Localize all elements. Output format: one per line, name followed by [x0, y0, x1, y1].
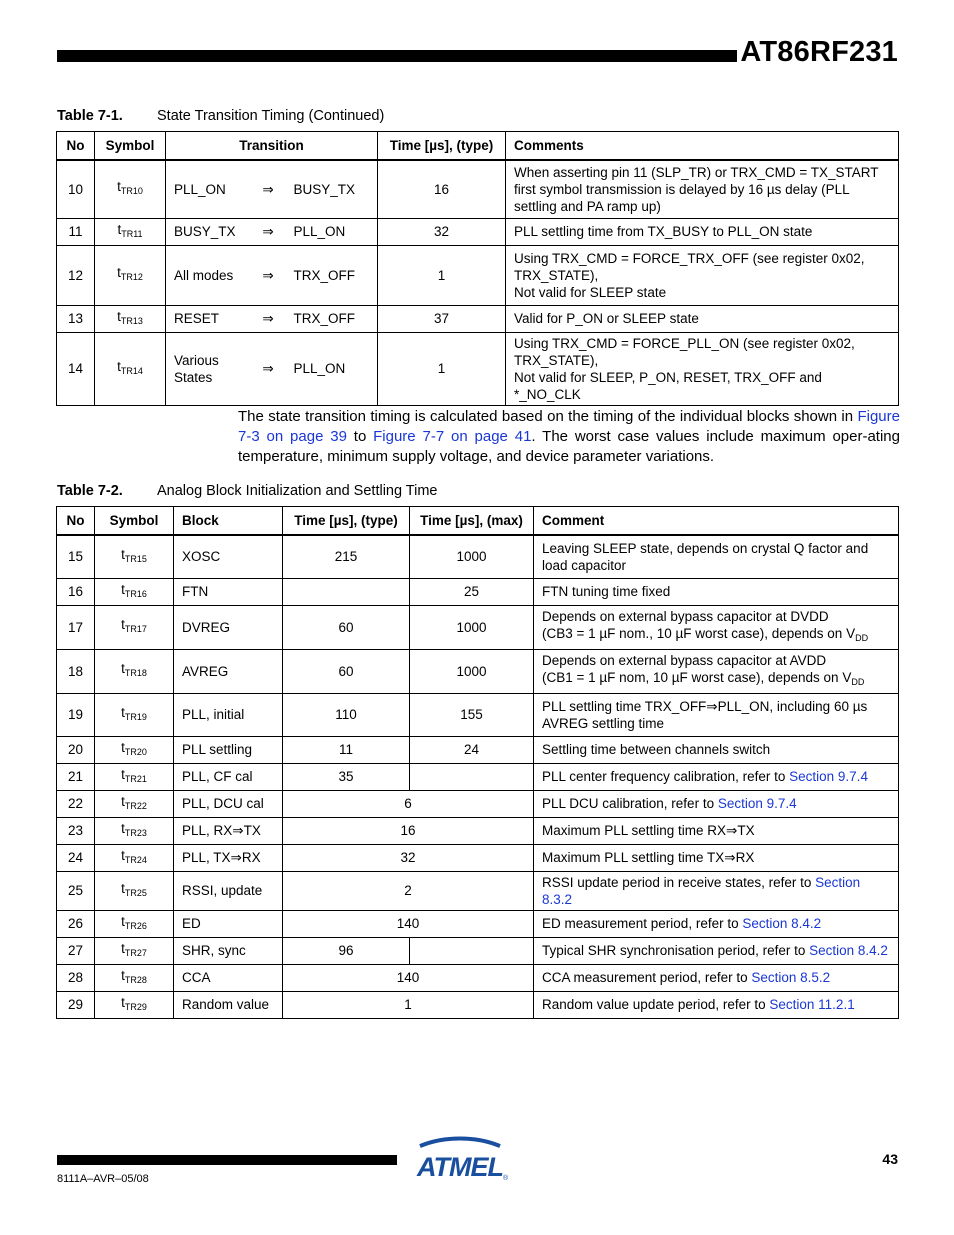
row-no: 27 [57, 937, 95, 964]
row-time: 140 [283, 910, 534, 937]
col-header-time-type: Time [µs], (type) [283, 507, 410, 536]
row-comment: ED measurement period, refer to Section 8.4.2 [534, 910, 899, 937]
row-comment: PLL DCU calibration, refer to Section 9.7.4 [534, 790, 899, 817]
row-no: 14 [57, 332, 95, 405]
table-row [57, 578, 899, 605]
col-header-symbol: Symbol [95, 507, 174, 536]
row-comment: CCA measurement period, refer to Section 8.5.2 [534, 964, 899, 991]
table-row [57, 871, 899, 910]
row-symbol: $t_{TR19}$ [95, 693, 174, 736]
table-row [57, 332, 899, 405]
row-block: FTN [174, 578, 283, 605]
table1-caption [57, 108, 384, 124]
row-symbol: $t_{TR14}$ [95, 332, 166, 405]
svg-text:ATMEL: ATMEL [417, 1152, 503, 1182]
row-time: 16 [283, 817, 534, 844]
row-block: PLL settling [174, 736, 283, 763]
table-row [57, 844, 899, 871]
table-row [57, 218, 899, 245]
row-no: 28 [57, 964, 95, 991]
row-time: 2 [283, 871, 534, 910]
arrow-icon: ⇒ [251, 245, 286, 305]
table-row [57, 649, 899, 693]
row-no: 24 [57, 844, 95, 871]
document-number: 8111A–AVR–05/08 [57, 1173, 149, 1185]
row-time-type: 60 [283, 605, 410, 649]
row-block: PLL, DCU cal [174, 790, 283, 817]
table-row [57, 910, 899, 937]
row-comment: When asserting pin 11 (SLP_TR) or TRX_CMD = TX_START first symbol transmission is delayed by 16 µs delay (PLL settling and PA ramp up) [506, 160, 899, 218]
table-row [57, 763, 899, 790]
row-block: DVREG [174, 605, 283, 649]
arrow-icon: ⇒ [251, 332, 286, 405]
section-link[interactable]: Section 8.4.2 [809, 943, 888, 958]
row-no: 29 [57, 991, 95, 1018]
col-header-no: No [57, 132, 95, 161]
row-time: 16 [378, 160, 506, 218]
body-paragraph: The state transition timing is calculated based on the timing of the individual blocks shown in Figure 7-3 on page 39 to Figure 7-7 on page 41. The worst case values include maximum oper-ating temperature, minimum supply voltage, and device parameter variations. [238, 408, 900, 465]
transition-to: PLL_ON [286, 332, 378, 405]
table-row [57, 535, 899, 578]
row-time-type: 215 [283, 535, 410, 578]
table-row [57, 736, 899, 763]
document-title: AT86RF231 [740, 36, 898, 68]
row-time: 1 [283, 991, 534, 1018]
row-time-max: 155 [410, 693, 534, 736]
table-row [57, 817, 899, 844]
row-time-type: 11 [283, 736, 410, 763]
row-comment: Leaving SLEEP state, depends on crystal Q factor and load capacitor [534, 535, 899, 578]
table-row [57, 964, 899, 991]
row-no: 21 [57, 763, 95, 790]
row-symbol: $t_{TR21}$ [95, 763, 174, 790]
transition-from: PLL_ON [166, 160, 251, 218]
footer-rule [57, 1155, 397, 1165]
state-transition-table [56, 131, 899, 406]
row-no: 15 [57, 535, 95, 578]
row-time: 1 [378, 332, 506, 405]
row-comment: PLL settling time TRX_OFF⇒PLL_ON, including 60 µs AVREG settling time [534, 693, 899, 736]
arrow-icon: ⇒ [251, 218, 286, 245]
table1-caption-text: State Transition Timing (Continued) [157, 108, 385, 124]
row-no: 26 [57, 910, 95, 937]
col-header-comments: Comments [506, 132, 899, 161]
table-row [57, 790, 899, 817]
row-no: 17 [57, 605, 95, 649]
row-no: 10 [57, 160, 95, 218]
row-no: 23 [57, 817, 95, 844]
row-time-type [283, 578, 410, 605]
arrow-icon: ⇒ [251, 305, 286, 332]
section-link[interactable]: Section 8.4.2 [742, 916, 822, 931]
row-comment: Settling time between channels switch [534, 736, 899, 763]
row-comment: PLL center frequency calibration, refer to Section 9.7.4 [534, 763, 899, 790]
row-symbol: $t_{TR26}$ [95, 910, 174, 937]
header-rule [57, 50, 737, 62]
table2-caption-label: Table 7-2. [57, 483, 123, 499]
transition-to: BUSY_TX [286, 160, 378, 218]
row-time: 6 [283, 790, 534, 817]
col-header-transition: Transition [166, 132, 378, 161]
row-time: 37 [378, 305, 506, 332]
section-link[interactable]: Section 11.2.1 [769, 997, 855, 1012]
row-symbol: $t_{TR29}$ [95, 991, 174, 1018]
row-no: 11 [57, 218, 95, 245]
row-time: 32 [378, 218, 506, 245]
section-link[interactable]: Section 8.5.2 [751, 970, 831, 985]
transition-from: Various States [166, 332, 251, 405]
row-comment: Typical SHR synchronisation period, refer to Section 8.4.2 [534, 937, 899, 964]
transition-to: TRX_OFF [286, 305, 378, 332]
row-time-max: 24 [410, 736, 534, 763]
row-block: ED [174, 910, 283, 937]
row-symbol: $t_{TR15}$ [95, 535, 174, 578]
section-link[interactable]: Section 9.7.4 [717, 796, 797, 811]
row-no: 16 [57, 578, 95, 605]
atmel-logo [414, 1138, 509, 1182]
row-symbol: $t_{TR13}$ [95, 305, 166, 332]
row-block: PLL, CF cal [174, 763, 283, 790]
row-comment: Valid for P_ON or SLEEP state [506, 305, 899, 332]
row-time-type: 96 [283, 937, 410, 964]
arrow-icon: ⇒ [251, 160, 286, 218]
row-comment: Maximum PLL settling time RX⇒TX [534, 817, 899, 844]
col-header-comment: Comment [534, 507, 899, 536]
analog-block-table [56, 506, 899, 1019]
row-no: 12 [57, 245, 95, 305]
transition-from: RESET [166, 305, 251, 332]
row-block: XOSC [174, 535, 283, 578]
table2-caption-text: Analog Block Initialization and Settling Time [157, 483, 438, 499]
svg-text:®: ® [503, 1175, 509, 1182]
row-symbol: $t_{TR18}$ [95, 649, 174, 693]
row-comment: RSSI update period in receive states, refer to Section 8.3.2 [534, 871, 899, 910]
row-comment: Random value update period, refer to Section 11.2.1 [534, 991, 899, 1018]
row-time-max [410, 937, 534, 964]
row-symbol: $t_{TR12}$ [95, 245, 166, 305]
table-row [57, 160, 899, 218]
row-block: PLL, initial [174, 693, 283, 736]
table-row [57, 991, 899, 1018]
row-block: AVREG [174, 649, 283, 693]
row-comment: FTN tuning time fixed [534, 578, 899, 605]
row-comment: Using TRX_CMD = FORCE_TRX_OFF (see register 0x02, TRX_STATE), Not valid for SLEEP state [506, 245, 899, 305]
row-symbol: $t_{TR25}$ [95, 871, 174, 910]
col-header-time-max: Time [µs], (max) [410, 507, 534, 536]
row-block: PLL, RX⇒TX [174, 817, 283, 844]
row-time-type: 35 [283, 763, 410, 790]
row-time: 1 [378, 245, 506, 305]
table-row [57, 245, 899, 305]
row-no: 19 [57, 693, 95, 736]
row-time-max: 1000 [410, 605, 534, 649]
row-symbol: $t_{TR22}$ [95, 790, 174, 817]
table1-caption-label: Table 7-1. [57, 108, 123, 124]
row-no: 22 [57, 790, 95, 817]
figure-link-7-3[interactable]: Figure 7-3 on page 39 [238, 408, 900, 445]
row-time-type: 110 [283, 693, 410, 736]
transition-to: PLL_ON [286, 218, 378, 245]
row-time-max [410, 763, 534, 790]
row-symbol: $t_{TR24}$ [95, 844, 174, 871]
transition-from: All modes [166, 245, 251, 305]
col-header-time-type: Time [µs], (type) [378, 132, 506, 161]
row-block: Random value [174, 991, 283, 1018]
section-link[interactable]: Section 9.7.4 [789, 769, 868, 784]
row-time: 32 [283, 844, 534, 871]
col-header-no: No [57, 507, 95, 536]
row-no: 13 [57, 305, 95, 332]
row-time-type: 60 [283, 649, 410, 693]
transition-to: TRX_OFF [286, 245, 378, 305]
col-header-symbol: Symbol [95, 132, 166, 161]
table-row [57, 305, 899, 332]
row-no: 18 [57, 649, 95, 693]
row-symbol: $t_{TR10}$ [95, 160, 166, 218]
row-no: 25 [57, 871, 95, 910]
row-time-max: 1000 [410, 535, 534, 578]
figure-link-7-7[interactable]: Figure 7-7 on page 41 [373, 428, 532, 445]
row-comment: PLL settling time from TX_BUSY to PLL_ON state [506, 218, 899, 245]
row-time-max: 25 [410, 578, 534, 605]
row-symbol: $t_{TR20}$ [95, 736, 174, 763]
row-block: RSSI, update [174, 871, 283, 910]
row-block: CCA [174, 964, 283, 991]
row-comment: Maximum PLL settling time TX⇒RX [534, 844, 899, 871]
row-symbol: $t_{TR16}$ [95, 578, 174, 605]
row-no: 20 [57, 736, 95, 763]
row-time-max: 1000 [410, 649, 534, 693]
row-symbol: $t_{TR27}$ [95, 937, 174, 964]
table-row [57, 605, 899, 649]
row-symbol: $t_{TR23}$ [95, 817, 174, 844]
row-block: PLL, TX⇒RX [174, 844, 283, 871]
row-symbol: $t_{TR17}$ [95, 605, 174, 649]
row-symbol: $t_{TR11}$ [95, 218, 166, 245]
row-comment: Depends on external bypass capacitor at DVDD (CB3 = 1 µF nom., 10 µF worst case), depends on $V_{DD}$ [534, 605, 899, 649]
row-comment: Depends on external bypass capacitor at AVDD (CB1 = 1 µF nom, 10 µF worst case), depends on $V_{DD}$ [534, 649, 899, 693]
row-block: SHR, sync [174, 937, 283, 964]
table2-caption [57, 483, 438, 499]
table-row [57, 937, 899, 964]
section-link[interactable]: Section 8.3.2 [542, 874, 861, 907]
transition-from: BUSY_TX [166, 218, 251, 245]
table-row [57, 693, 899, 736]
col-header-block: Block [174, 507, 283, 536]
row-time: 140 [283, 964, 534, 991]
row-comment: Using TRX_CMD = FORCE_PLL_ON (see register 0x02, TRX_STATE), Not valid for SLEEP, P_ON, RESET, TRX_OFF and *_NO_CLK [506, 332, 899, 405]
row-symbol: $t_{TR28}$ [95, 964, 174, 991]
page-number: 43 [882, 1151, 898, 1167]
